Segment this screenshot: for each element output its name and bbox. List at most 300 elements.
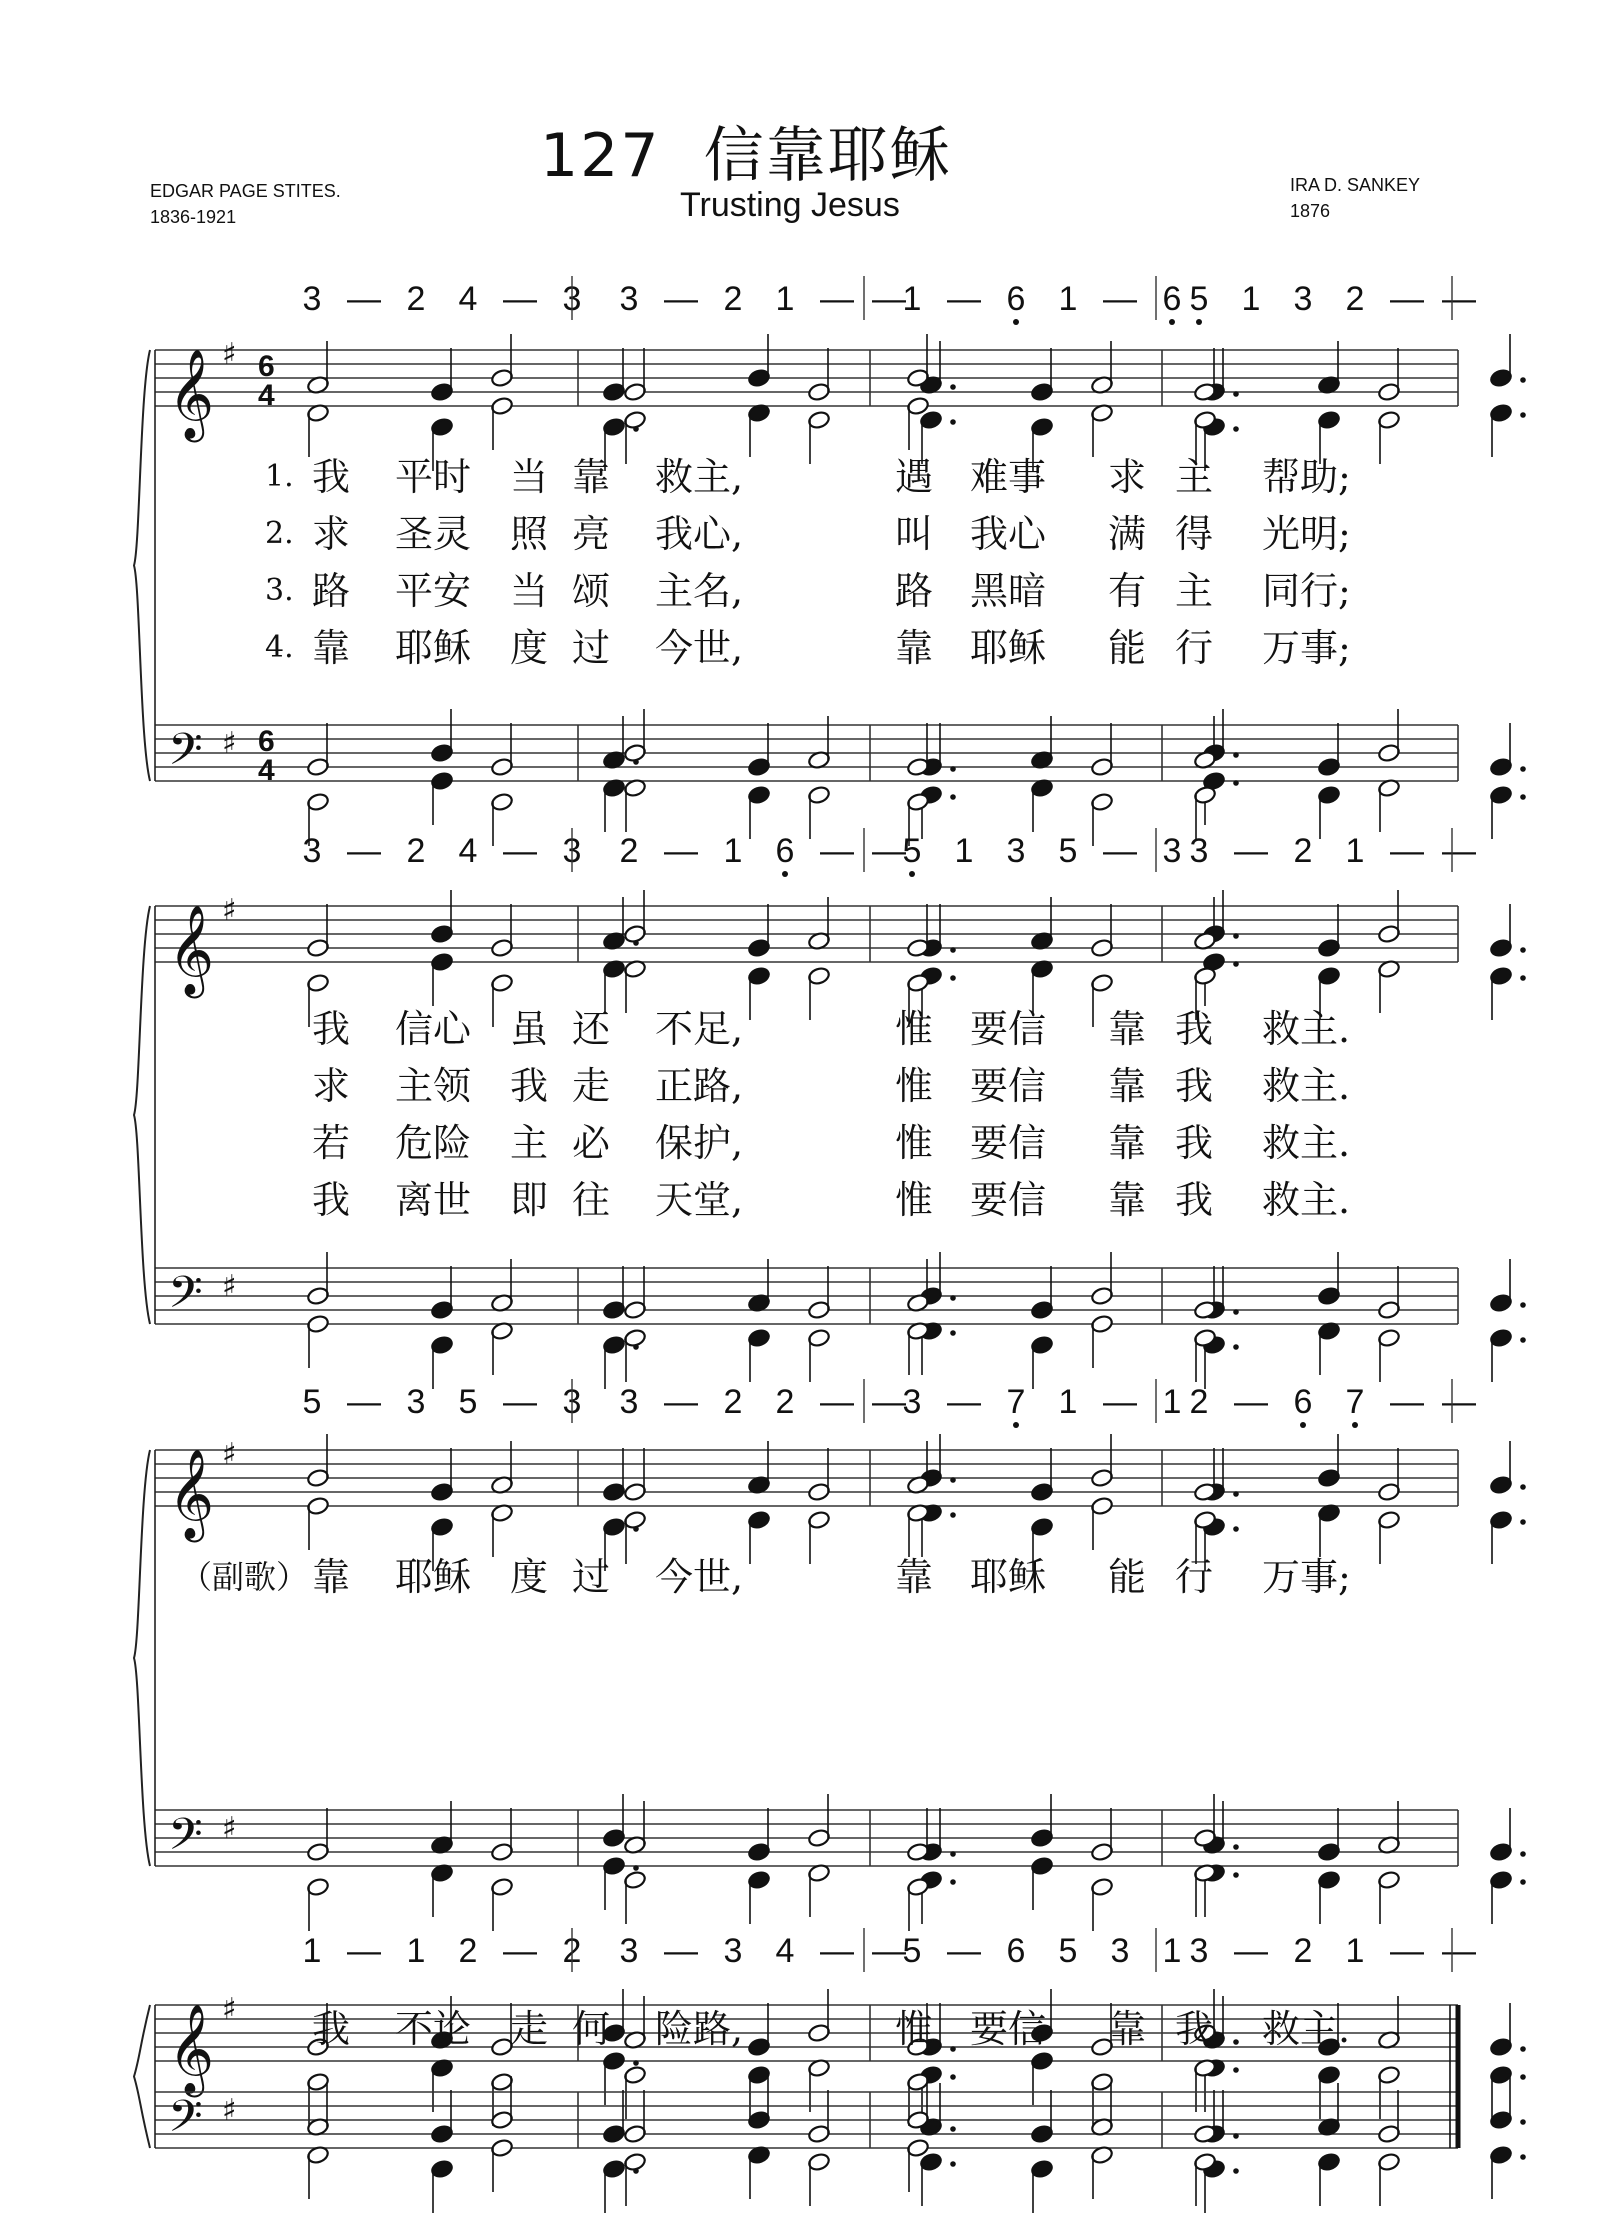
lyric-word: 过: [572, 626, 611, 670]
lyric-word: 照: [510, 512, 549, 556]
dot-icon: [950, 766, 956, 772]
lyric-word: 信心: [395, 1007, 472, 1051]
jianpu-note: 7: [1345, 1383, 1365, 1421]
jianpu-line-2: [303, 1379, 1476, 1428]
lyric-word: 我: [1175, 1121, 1214, 1165]
dot-icon: [950, 1295, 956, 1301]
jianpu-note: 2: [1345, 280, 1365, 318]
jianpu-note: 2: [406, 832, 426, 870]
dot-icon: [950, 2074, 956, 2080]
dot-icon: [950, 975, 956, 981]
jianpu-note: 5: [1058, 832, 1078, 870]
sharp-icon: ♯: [222, 337, 237, 372]
dot-icon: [950, 1851, 956, 1857]
jianpu-note: 2: [619, 832, 639, 870]
dot-icon: [1520, 1851, 1526, 1857]
jianpu-note: 1: [902, 280, 922, 318]
treble-clef-icon: 𝄞: [168, 349, 215, 439]
jianpu-note: 6: [1293, 1383, 1313, 1421]
dot-icon: [1233, 752, 1239, 758]
jianpu-note: 4: [458, 280, 478, 318]
jianpu-note: 3: [619, 1932, 639, 1970]
lyric-word: 靠: [312, 626, 351, 670]
jianpu-note: 6: [775, 832, 795, 870]
verse-label: （副歌）: [180, 1558, 309, 1596]
lyric-word: 虽: [510, 1007, 549, 1051]
treble-clef-icon: 𝄞: [168, 1449, 215, 1539]
jianpu-line-0: [303, 276, 1476, 325]
jianpu-dash: —: [872, 832, 906, 870]
dot-icon: [950, 1512, 956, 1518]
verse-label: 4.: [265, 630, 294, 665]
lyric-word: 即: [510, 1178, 549, 1222]
jianpu-dash: —: [820, 1932, 854, 1970]
lyric-word: 主: [1175, 455, 1214, 499]
jianpu-note: 2: [406, 280, 426, 318]
jianpu-dash: —: [1442, 832, 1476, 870]
jianpu-dash: —: [947, 1932, 981, 1970]
jianpu-dash: —: [1442, 280, 1476, 318]
lyric-word: 当: [510, 569, 549, 613]
dot-icon: [633, 1865, 639, 1871]
dot-icon: [950, 947, 956, 953]
lyric-word: 要信: [970, 1121, 1047, 1165]
dot-icon: [1233, 1309, 1239, 1315]
lyric-word: 要信: [970, 2007, 1047, 2051]
lyric-word: 若: [312, 1121, 351, 1165]
jianpu-dash: —: [820, 280, 854, 318]
dot-icon: [1520, 2046, 1526, 2052]
jianpu-dash: —: [1234, 1383, 1268, 1421]
lyric-word: 不足,: [655, 1007, 744, 1051]
jianpu-note: 5: [458, 1383, 478, 1421]
jianpu-note: 6: [1006, 280, 1026, 318]
lyric-word: 靠: [1108, 2007, 1147, 2051]
jianpu-note: 7: [1006, 1383, 1026, 1421]
bass-clef-icon: 𝄢: [168, 723, 203, 786]
dot-icon: [1520, 1302, 1526, 1308]
jianpu-note: 2: [723, 1383, 743, 1421]
dot-icon: [1233, 2039, 1239, 2045]
lyric-word: 何: [572, 2007, 611, 2051]
bass-staff-3: [155, 2090, 1458, 2153]
hymn-subtitle: Trusting Jesus: [680, 186, 900, 224]
lyric-word: 救主,: [655, 455, 744, 499]
jianpu-note: 2: [723, 280, 743, 318]
lyric-word: 满: [1108, 512, 1147, 556]
octave-dot-icon: [909, 871, 915, 877]
lyric-word: 惟: [895, 2007, 934, 2051]
dot-icon: [1520, 412, 1526, 418]
dot-icon: [1520, 2074, 1526, 2080]
octave-dot-icon: [1013, 319, 1019, 325]
jianpu-dash: —: [820, 1383, 854, 1421]
jianpu-dash: —: [1390, 280, 1424, 318]
lyric-word: 求: [1108, 455, 1147, 499]
jianpu-dash: —: [1442, 1932, 1476, 1970]
lyric-word: 我: [312, 1007, 351, 1051]
lyric-word: 能: [1108, 1555, 1147, 1599]
jianpu-note: 3: [1189, 832, 1209, 870]
dot-icon: [1233, 780, 1239, 786]
dot-icon: [1233, 426, 1239, 432]
dot-icon: [1520, 975, 1526, 981]
jianpu-dash: —: [1390, 1932, 1424, 1970]
jianpu-note: 2: [1293, 832, 1313, 870]
jianpu-note: 6: [1162, 280, 1182, 318]
dot-icon: [950, 1879, 956, 1885]
bass-clef-icon: 𝄢: [168, 1266, 203, 1329]
lyric-word: 耶稣: [970, 1555, 1047, 1599]
jianpu-dash: —: [1103, 1383, 1137, 1421]
time-signature-bottom: 4: [258, 379, 275, 412]
bass-staff-0: [155, 723, 1458, 787]
jianpu-note: 3: [1189, 1932, 1209, 1970]
lyric-word: 天堂,: [655, 1178, 744, 1222]
jianpu-note: 4: [458, 832, 478, 870]
lyric-word: 能: [1108, 626, 1147, 670]
lyric-word: 耶稣: [395, 1555, 472, 1599]
dot-icon: [1520, 1337, 1526, 1343]
jianpu-dash: —: [1442, 1383, 1476, 1421]
jianpu-dash: —: [872, 280, 906, 318]
lyric-word: 帮助;: [1262, 455, 1351, 499]
jianpu-note: 3: [302, 280, 322, 318]
jianpu-dash: —: [503, 280, 537, 318]
jianpu-line-1: [303, 828, 1476, 877]
lyric-word: 我: [312, 2007, 351, 2051]
jianpu-dash: —: [1103, 280, 1137, 318]
dot-icon: [1520, 947, 1526, 953]
dot-icon: [950, 419, 956, 425]
lyric-word: 平时: [395, 455, 472, 499]
jianpu-dash: —: [872, 1383, 906, 1421]
jianpu-note: 1: [1345, 832, 1365, 870]
bass-staff-1: [155, 1266, 1458, 1329]
sharp-icon: ♯: [222, 1437, 237, 1472]
jianpu-note: 4: [775, 1932, 795, 1970]
lyric-word: 我心: [970, 512, 1047, 556]
lyric-word: 我: [1175, 1007, 1214, 1051]
octave-dot-icon: [1169, 319, 1175, 325]
lyric-word: 惟: [895, 1178, 934, 1222]
lyric-word: 靠: [1108, 1178, 1147, 1222]
lyric-word: 得: [1175, 512, 1214, 556]
jianpu-dash: —: [820, 832, 854, 870]
lyric-word: 还: [572, 1007, 611, 1051]
dot-icon: [1233, 1491, 1239, 1497]
dot-icon: [1233, 391, 1239, 397]
verse-label: 2.: [265, 516, 294, 551]
bass-clef-icon: 𝄢: [168, 2090, 203, 2153]
jianpu-dash: —: [503, 1383, 537, 1421]
lyric-word: 走: [510, 2007, 549, 2051]
jianpu-note: 1: [954, 832, 974, 870]
jianpu-note: 5: [302, 1383, 322, 1421]
jianpu-note: 1: [406, 1932, 426, 1970]
composer-year: 1876: [1290, 201, 1331, 221]
lyric-word: 行: [1175, 1555, 1214, 1599]
octave-dot-icon: [1196, 319, 1202, 325]
lyric-word: 靠: [1108, 1121, 1147, 1165]
lyric-word: 路: [312, 569, 351, 613]
jianpu-dash: —: [1234, 1932, 1268, 1970]
sharp-icon: ♯: [222, 2093, 237, 2128]
lyric-word: 靠: [312, 1555, 351, 1599]
author-name: EDGAR PAGE STITES.: [150, 181, 341, 201]
jianpu-dash: —: [664, 1383, 698, 1421]
lyric-word: 光明;: [1262, 512, 1351, 556]
jianpu-note: 3: [902, 1383, 922, 1421]
dot-icon: [1233, 961, 1239, 967]
dot-icon: [1520, 1484, 1526, 1490]
lyric-word: 危险: [395, 1121, 472, 1165]
system-brace-icon: [134, 906, 150, 1324]
dot-icon: [1520, 2154, 1526, 2160]
jianpu-dash: —: [664, 1932, 698, 1970]
dot-icon: [950, 1330, 956, 1336]
treble-staff-0: [155, 337, 1458, 443]
lyric-word: 惟: [895, 1007, 934, 1051]
dot-icon: [1520, 1519, 1526, 1525]
lyric-word: 主名,: [655, 569, 744, 613]
lyric-word: 圣灵: [395, 512, 472, 556]
jianpu-note: 3: [1006, 832, 1026, 870]
bass-staff-2: [155, 1808, 1458, 1871]
lyric-word: 万事;: [1262, 1555, 1351, 1599]
jianpu-note: 1: [1058, 280, 1078, 318]
treble-staff-1: [155, 893, 1458, 999]
lyric-word: 主: [510, 1121, 549, 1165]
bass-clef-icon: 𝄢: [168, 1808, 203, 1871]
jianpu-note: 2: [775, 1383, 795, 1421]
lyric-word: 求: [312, 512, 351, 556]
lyric-word: 必: [572, 1121, 611, 1165]
jianpu-note: 1: [1345, 1932, 1365, 1970]
jianpu-note: 3: [562, 280, 582, 318]
dot-icon: [633, 2060, 639, 2066]
lyric-word: 同行;: [1262, 569, 1351, 613]
lyric-word: 救主.: [1262, 1178, 1351, 1222]
lyric-word: 救主.: [1262, 1121, 1351, 1165]
lyric-word: 万事;: [1262, 626, 1351, 670]
lyric-word: 靠: [1108, 1064, 1147, 1108]
dot-icon: [1233, 2133, 1239, 2139]
jianpu-note: 1: [1241, 280, 1261, 318]
jianpu-note: 6: [1006, 1932, 1026, 1970]
time-signature-top: 6: [258, 725, 275, 758]
dot-icon: [950, 384, 956, 390]
octave-dot-icon: [1352, 1422, 1358, 1428]
jianpu-dash: —: [1390, 832, 1424, 870]
dot-icon: [1233, 933, 1239, 939]
lyric-word: 遇: [895, 455, 934, 499]
jianpu-note: 3: [619, 280, 639, 318]
lyric-word: 耶稣: [970, 626, 1047, 670]
time-signature-bottom: 4: [258, 754, 275, 787]
lyric-word: 求: [312, 1064, 351, 1108]
octave-dot-icon: [1013, 1422, 1019, 1428]
time-signature-top: 6: [258, 350, 275, 383]
lyric-word: 今世,: [655, 626, 744, 670]
verse-label: 3.: [265, 573, 294, 608]
system-brace-icon: [134, 1450, 150, 1866]
lyric-word: 我: [510, 1064, 549, 1108]
lyric-word: 救主.: [1262, 1064, 1351, 1108]
jianpu-note: 3: [562, 832, 582, 870]
jianpu-dash: —: [347, 280, 381, 318]
lyric-word: 险路,: [655, 2007, 744, 2051]
lyric-word: 走: [572, 1064, 611, 1108]
jianpu-note: 2: [1293, 1932, 1313, 1970]
lyric-word: 我心,: [655, 512, 744, 556]
dot-icon: [950, 1477, 956, 1483]
dot-icon: [1520, 766, 1526, 772]
lyric-word: 靠: [895, 1555, 934, 1599]
sharp-icon: ♯: [222, 1269, 237, 1304]
jianpu-dash: —: [1390, 1383, 1424, 1421]
lyric-word: 主: [1175, 569, 1214, 613]
lyric-word: 耶稣: [395, 626, 472, 670]
lyric-word: 我: [312, 455, 351, 499]
jianpu-dash: —: [872, 1932, 906, 1970]
lyric-word: 往: [572, 1178, 611, 1222]
lyric-word: 不论: [395, 2007, 472, 2051]
lyric-word: 有: [1108, 569, 1147, 613]
jianpu-note: 3: [619, 1383, 639, 1421]
lyric-word: 度: [510, 626, 549, 670]
jianpu-dash: —: [1103, 832, 1137, 870]
jianpu-line-3: [303, 1928, 1476, 1972]
jianpu-note: 1: [302, 1932, 322, 1970]
jianpu-dash: —: [347, 1932, 381, 1970]
lyric-word: 主领: [395, 1064, 472, 1108]
jianpu-note: 2: [1189, 1383, 1209, 1421]
lyric-word: 我: [312, 1178, 351, 1222]
lyric-word: 要信: [970, 1007, 1047, 1051]
jianpu-note: 1: [1058, 1383, 1078, 1421]
treble-clef-icon: 𝄞: [168, 2004, 215, 2094]
jianpu-note: 3: [406, 1383, 426, 1421]
lyric-word: 过: [572, 1555, 611, 1599]
composer-name: IRA D. SANKEY: [1290, 175, 1421, 195]
jianpu-note: 5: [902, 1932, 922, 1970]
sharp-icon: ♯: [222, 1811, 237, 1846]
lyric-word: 救主.: [1262, 2007, 1351, 2051]
jianpu-note: 1: [775, 280, 795, 318]
lyric-word: 当: [510, 455, 549, 499]
dot-icon: [1233, 1344, 1239, 1350]
jianpu-note: 5: [1058, 1932, 1078, 1970]
lyric-word: 正路,: [655, 1064, 744, 1108]
jianpu-dash: —: [503, 832, 537, 870]
jianpu-note: 3: [723, 1932, 743, 1970]
dot-icon: [950, 794, 956, 800]
jianpu-dash: —: [347, 1383, 381, 1421]
sharp-icon: ♯: [222, 726, 237, 761]
jianpu-dash: —: [1234, 832, 1268, 870]
jianpu-note: 1: [723, 832, 743, 870]
jianpu-note: 5: [1189, 280, 1209, 318]
system-brace-icon: [134, 350, 150, 781]
lyric-word: 要信: [970, 1178, 1047, 1222]
lyric-word: 要信: [970, 1064, 1047, 1108]
jianpu-note: 2: [458, 1932, 478, 1970]
hymn-number: 127: [540, 121, 661, 191]
verse-label: 1.: [265, 459, 294, 494]
dot-icon: [1520, 377, 1526, 383]
jianpu-note: 3: [302, 832, 322, 870]
lyric-word: 惟: [895, 1064, 934, 1108]
lyric-word: 我: [1175, 1064, 1214, 1108]
jianpu-dash: —: [947, 1383, 981, 1421]
jianpu-dash: —: [503, 1932, 537, 1970]
dot-icon: [1233, 2067, 1239, 2073]
lyric-word: 惟: [895, 1121, 934, 1165]
jianpu-note: 3: [562, 1383, 582, 1421]
dot-icon: [1520, 2119, 1526, 2125]
dot-icon: [950, 2126, 956, 2132]
lyric-word: 靠: [572, 455, 611, 499]
lyric-word: 叫: [895, 512, 934, 556]
lyric-word: 难事: [970, 455, 1047, 499]
lyric-word: 保护,: [655, 1121, 744, 1165]
lyric-word: 我: [1175, 1178, 1214, 1222]
octave-dot-icon: [1300, 1422, 1306, 1428]
treble-clef-icon: 𝄞: [168, 905, 215, 995]
jianpu-note: 2: [562, 1932, 582, 1970]
jianpu-dash: —: [664, 280, 698, 318]
dot-icon: [950, 2161, 956, 2167]
dot-icon: [950, 2046, 956, 2052]
dot-icon: [1233, 1844, 1239, 1850]
dot-icon: [1233, 2168, 1239, 2174]
lyric-word: 路: [895, 569, 934, 613]
dot-icon: [1233, 1526, 1239, 1532]
lyric-word: 靠: [1108, 1007, 1147, 1051]
jianpu-note: 1: [1162, 1383, 1182, 1421]
dot-icon: [1233, 1872, 1239, 1878]
jianpu-dash: —: [347, 832, 381, 870]
octave-dot-icon: [782, 871, 788, 877]
dot-icon: [1520, 794, 1526, 800]
jianpu-dash: —: [664, 832, 698, 870]
lyric-word: 行: [1175, 626, 1214, 670]
lyric-word: 平安: [395, 569, 472, 613]
jianpu-note: 3: [1162, 832, 1182, 870]
sharp-icon: ♯: [222, 893, 237, 928]
lyric-word: 黑暗: [970, 569, 1047, 613]
hymn-title-cn: 信靠耶稣: [703, 121, 952, 191]
jianpu-dash: —: [947, 280, 981, 318]
lyric-word: 救主.: [1262, 1007, 1351, 1051]
jianpu-note: 5: [902, 832, 922, 870]
lyric-word: 我: [1175, 2007, 1214, 2051]
lyric-word: 亮: [572, 512, 611, 556]
jianpu-note: 3: [1110, 1932, 1130, 1970]
lyric-word: 今世,: [655, 1555, 744, 1599]
lyric-word: 靠: [895, 626, 934, 670]
dot-icon: [1520, 1879, 1526, 1885]
sharp-icon: ♯: [222, 1992, 237, 2027]
treble-staff-2: [155, 1437, 1458, 1543]
system-brace-icon: [134, 2005, 150, 2148]
lyric-word: 离世: [395, 1178, 472, 1222]
lyric-word: 颂: [572, 569, 611, 613]
jianpu-note: 1: [1162, 1932, 1182, 1970]
author-years: 1836-1921: [150, 207, 237, 227]
lyric-word: 度: [510, 1555, 549, 1599]
